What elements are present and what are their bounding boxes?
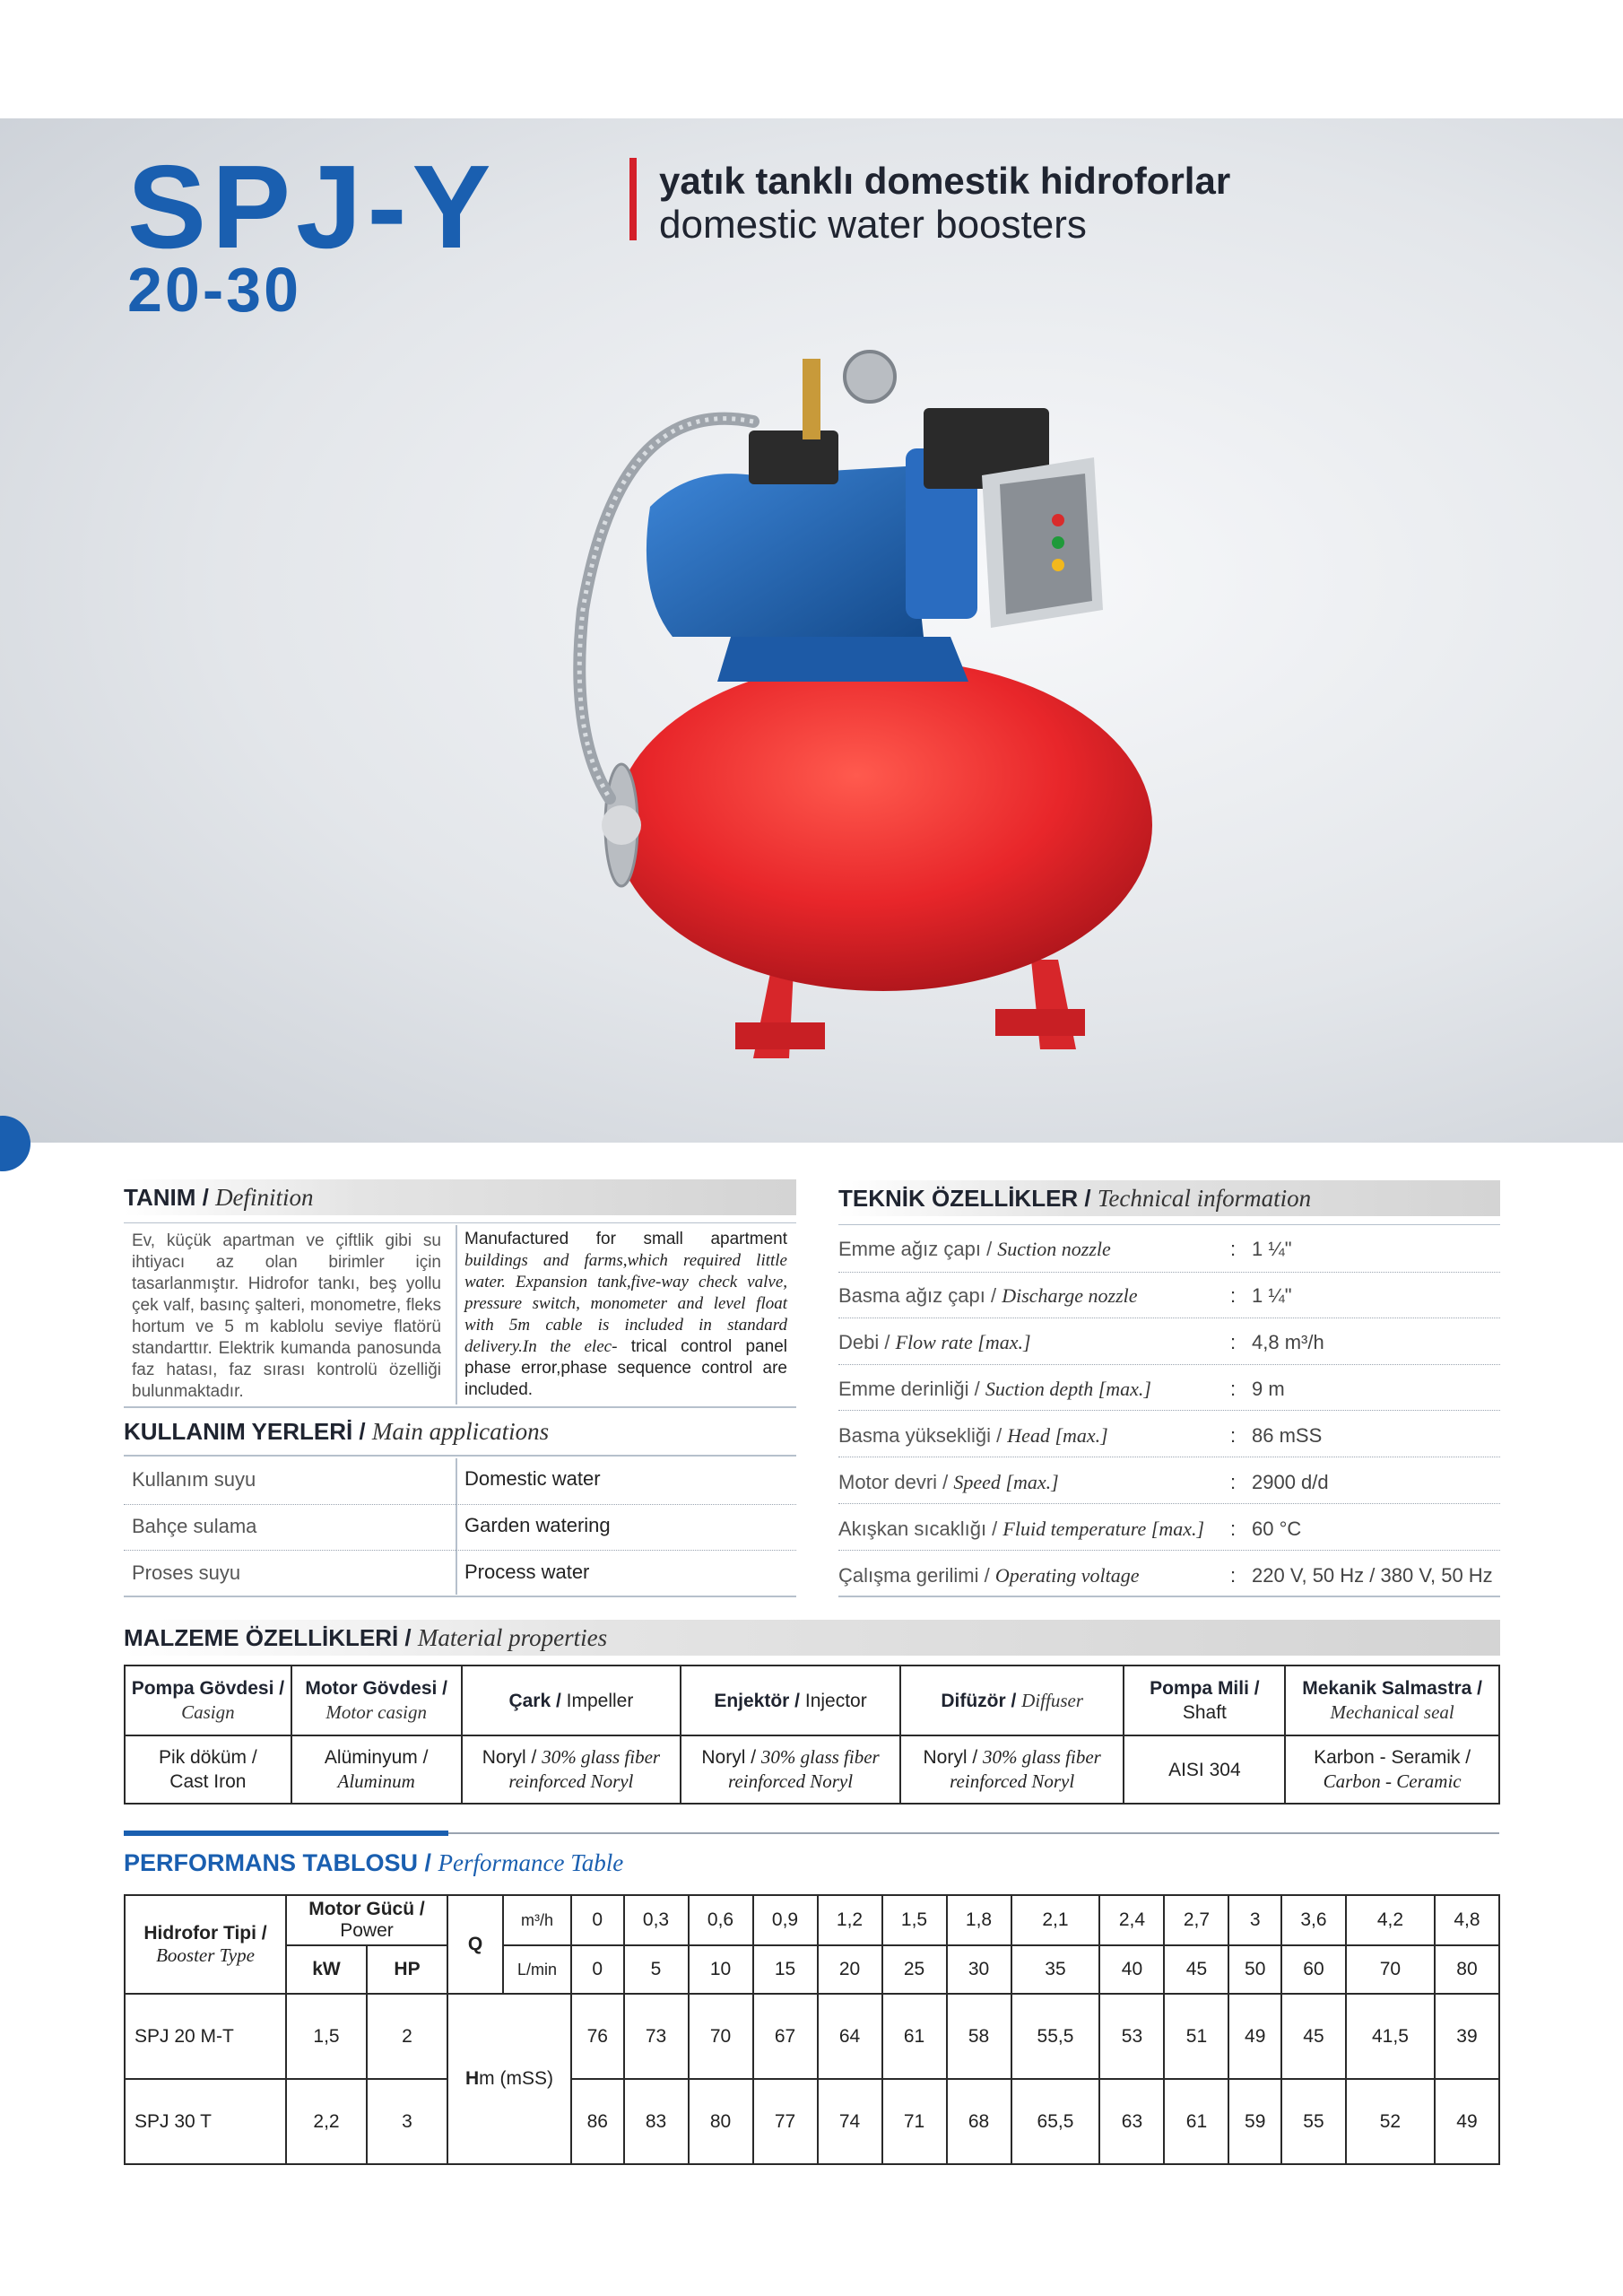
q-m3h: 0,6 (689, 1895, 753, 1945)
material-header: Mekanik Salmastra / Mechanical seal (1285, 1665, 1499, 1735)
tech-label: Basma ağız çapı / Discharge nozzle (838, 1284, 1138, 1307)
tech-colon: : (1230, 1331, 1237, 1353)
q-m3h: 2,7 (1164, 1895, 1228, 1945)
materials-header-row (125, 1665, 1499, 1735)
tech-value: 9 m (1252, 1378, 1285, 1400)
q-m3h: 0,3 (624, 1895, 689, 1945)
application-en: Garden watering (464, 1514, 611, 1536)
applications-header (124, 1413, 796, 1449)
power-hp: 3 (367, 2079, 447, 2164)
technical-title-tr: TEKNİK ÖZELLİKLER / (838, 1184, 1098, 1212)
head-value: 73 (624, 1994, 689, 2079)
q-lmin: 15 (753, 1945, 818, 1994)
head-value: 51 (1164, 1994, 1228, 2079)
q-m3h: 1,8 (947, 1895, 1011, 1945)
tech-label: Akışkan sıcaklığı / Fluid temperature [max.] (838, 1518, 1205, 1540)
tech-colon: : (1230, 1518, 1237, 1540)
material-header: Pompa Mili / Shaft (1124, 1665, 1285, 1735)
tech-colon: : (1230, 1471, 1237, 1493)
head-value: 58 (947, 1994, 1011, 2079)
performance-title: PERFORMANS TABLOSU / Performance Table (124, 1849, 624, 1876)
head-value: 59 (1228, 2079, 1281, 2164)
tech-label: Basma yüksekliği / Head [max.] (838, 1424, 1108, 1447)
application-en: Process water (464, 1561, 590, 1583)
tech-colon: : (1230, 1378, 1237, 1400)
technical-header (838, 1180, 1500, 1216)
row-rule (838, 1410, 1500, 1411)
unit-lmin: L/min (503, 1945, 571, 1994)
tech-label: Çalışma gerilimi / Operating voltage (838, 1564, 1140, 1587)
q-lmin: 0 (571, 1945, 624, 1994)
tech-value: 2900 d/d (1252, 1471, 1329, 1493)
definition-title-tr: TANIM / (124, 1183, 216, 1211)
tech-colon: : (1230, 1238, 1237, 1260)
unit-m3h: m³/h (503, 1895, 571, 1945)
q-lmin: 25 (882, 1945, 947, 1994)
head-value: 76 (571, 1994, 624, 2079)
tech-value: 1 ¼" (1252, 1284, 1292, 1307)
brand-title: SPJ-Y (127, 141, 497, 273)
q-lmin: 5 (624, 1945, 689, 1994)
applications-top-rule (124, 1455, 796, 1457)
power-hp: 2 (367, 1994, 447, 2079)
row-rule (838, 1364, 1500, 1365)
material-header: Motor Gövdesi / Motor casign (291, 1665, 462, 1735)
head-value: 74 (818, 2079, 882, 2164)
row-rule (838, 1503, 1500, 1504)
application-tr: Kullanım suyu (132, 1468, 256, 1491)
material-header: Çark / Impeller (462, 1665, 681, 1735)
model-range: 20-30 (127, 255, 302, 325)
q-lmin: 60 (1281, 1945, 1346, 1994)
head-value: 39 (1435, 1994, 1499, 2079)
technical-top-rule (838, 1224, 1500, 1225)
head-value: 63 (1099, 2079, 1164, 2164)
q-lmin: 30 (947, 1945, 1011, 1994)
q-m3h: 0 (571, 1895, 624, 1945)
power-kw: 2,2 (286, 2079, 367, 2164)
head-value: 83 (624, 2079, 689, 2164)
tech-label: Motor devri / Speed [max.] (838, 1471, 1059, 1493)
definition-text-en: Manufactured for small apartment buildings and farms,which required little water. Expansion tank,five-way check valve, pressure switch, monometer and level float with 5m cable is included in standard delivery.In the elec- trical control panel phase error,phase sequence control are included. (464, 1230, 787, 1399)
q-lmin: 50 (1228, 1945, 1281, 1994)
head-value: 45 (1281, 1994, 1346, 2079)
performance-rule (448, 1832, 1499, 1834)
head-value: 49 (1228, 1994, 1281, 2079)
application-en: Domestic water (464, 1467, 601, 1490)
materials-title-en: Material properties (417, 1623, 608, 1651)
materials-title-tr: MALZEME ÖZELLİKLERİ / (124, 1623, 418, 1651)
q-lmin: 40 (1099, 1945, 1164, 1994)
q-lmin: 45 (1164, 1945, 1228, 1994)
perf-row-spj30 (125, 2079, 1499, 2164)
q-lmin: 20 (818, 1945, 882, 1994)
head-unit-label: Hm (mSS) (447, 1994, 571, 2164)
power-header: Motor Gücü / Power (286, 1895, 447, 1945)
head-value: 77 (753, 2079, 818, 2164)
q-header: Q (447, 1895, 503, 1994)
application-tr: Proses suyu (132, 1561, 241, 1584)
performance-table (124, 1894, 1500, 2165)
material-value: AISI 304 (1124, 1735, 1285, 1804)
tech-colon: : (1230, 1284, 1237, 1307)
q-m3h: 4,8 (1435, 1895, 1499, 1945)
hp-header: HP (367, 1945, 447, 1994)
material-value: Noryl / 30% glass fiber reinforced Noryl (462, 1735, 681, 1804)
head-value: 49 (1435, 2079, 1499, 2164)
head-value: 55 (1281, 2079, 1346, 2164)
head-value: 41,5 (1346, 1994, 1435, 2079)
head-value: 70 (689, 1994, 753, 2079)
tech-label: Emme derinliği / Suction depth [max.] (838, 1378, 1151, 1400)
technical-title-en: Technical information (1097, 1184, 1312, 1212)
performance-accent-line (124, 1831, 448, 1836)
power-kw: 1,5 (286, 1994, 367, 2079)
title-divider (629, 158, 637, 240)
q-lmin: 70 (1346, 1945, 1435, 1994)
definition-title-en: Definition (215, 1183, 314, 1211)
materials-value-row (125, 1735, 1499, 1804)
q-lmin: 80 (1435, 1945, 1499, 1994)
row-rule (838, 1272, 1500, 1273)
head-value: 80 (689, 2079, 753, 2164)
head-value: 52 (1346, 2079, 1435, 2164)
head-value: 55,5 (1011, 1994, 1100, 2079)
q-lmin: 35 (1011, 1945, 1100, 1994)
q-m3h: 0,9 (753, 1895, 818, 1945)
applications-divider (456, 1458, 457, 1595)
q-m3h: 1,5 (882, 1895, 947, 1945)
material-value: Noryl / 30% glass fiber reinforced Noryl (900, 1735, 1124, 1804)
applications-title-tr: KULLANIM YERLERİ / (124, 1417, 372, 1445)
booster-type: SPJ 20 M-T (125, 1994, 286, 2079)
technical-bottom-rule (838, 1596, 1500, 1597)
tech-value: 1 ¼" (1252, 1238, 1292, 1260)
tech-value: 220 V, 50 Hz / 380 V, 50 Hz (1252, 1564, 1493, 1587)
definition-top-rule (124, 1222, 796, 1223)
q-m3h: 2,4 (1099, 1895, 1164, 1945)
booster-type-header: Hidrofor Tipi / Booster Type (125, 1895, 286, 1994)
tech-colon: : (1230, 1564, 1237, 1587)
row-rule (838, 1550, 1500, 1551)
q-m3h: 2,1 (1011, 1895, 1100, 1945)
subtitle-tr: yatık tanklı domestik hidroforlar (659, 160, 1231, 202)
tech-colon: : (1230, 1424, 1237, 1447)
row-rule (124, 1550, 796, 1551)
material-header: Difüzör / Diffuser (900, 1665, 1124, 1735)
definition-divider (456, 1225, 457, 1405)
row-rule (124, 1504, 796, 1505)
perf-row-lmin (125, 1945, 1499, 1994)
q-m3h: 1,2 (818, 1895, 882, 1945)
head-value: 64 (818, 1994, 882, 2079)
tech-value: 60 °C (1252, 1518, 1302, 1540)
applications-bottom-rule (124, 1596, 796, 1597)
head-value: 71 (882, 2079, 947, 2164)
tech-label: Debi / Flow rate [max.] (838, 1331, 1031, 1353)
q-m3h: 3 (1228, 1895, 1281, 1945)
perf-row-m3h (125, 1895, 1499, 1945)
head-value: 61 (882, 1994, 947, 2079)
tech-value: 86 mSS (1252, 1424, 1323, 1447)
definition-bottom-rule (124, 1406, 796, 1408)
q-lmin: 10 (689, 1945, 753, 1994)
kw-header: kW (286, 1945, 367, 1994)
q-m3h: 3,6 (1281, 1895, 1346, 1945)
head-value: 53 (1099, 1994, 1164, 2079)
q-m3h: 4,2 (1346, 1895, 1435, 1945)
material-value: Karbon - Seramik / Carbon - Ceramic (1285, 1735, 1499, 1804)
head-value: 68 (947, 2079, 1011, 2164)
materials-table (124, 1665, 1500, 1805)
tech-value: 4,8 m³/h (1252, 1331, 1324, 1353)
head-value: 61 (1164, 2079, 1228, 2164)
pump-product-image (484, 341, 1219, 1130)
material-header: Enjektör / Injector (681, 1665, 900, 1735)
materials-header (124, 1620, 1500, 1656)
head-value: 65,5 (1011, 2079, 1100, 2164)
definition-header (124, 1179, 796, 1215)
perf-row-spj20 (125, 1994, 1499, 2079)
application-tr: Bahçe sulama (132, 1515, 257, 1537)
definition-text-tr: Ev, küçük apartman ve çiftlik gibi su ihtiyacı az olan birimler için tasarlanmıştır. Hidrofor tankı, beş yollu çek valf, basınç şalteri, monometre, fleks hortum ve 5 m kablolu seviye flatörü standarttır. Elektrik kumanda panosunda faz hatası, faz sırası kontrolü özelliği bulunmaktadır. (132, 1231, 441, 1401)
head-value: 86 (571, 2079, 624, 2164)
booster-type: SPJ 30 T (125, 2079, 286, 2164)
applications-title-en: Main applications (371, 1417, 550, 1445)
material-value: Pik döküm / Cast Iron (125, 1735, 291, 1804)
material-value: Noryl / 30% glass fiber reinforced Noryl (681, 1735, 900, 1804)
head-value: 67 (753, 1994, 818, 2079)
subtitle-en: domestic water boosters (659, 203, 1087, 247)
tech-label: Emme ağız çapı / Suction nozzle (838, 1238, 1111, 1260)
material-header: Pompa Gövdesi / Casign (125, 1665, 291, 1735)
material-value: Alüminyum / Aluminum (291, 1735, 462, 1804)
